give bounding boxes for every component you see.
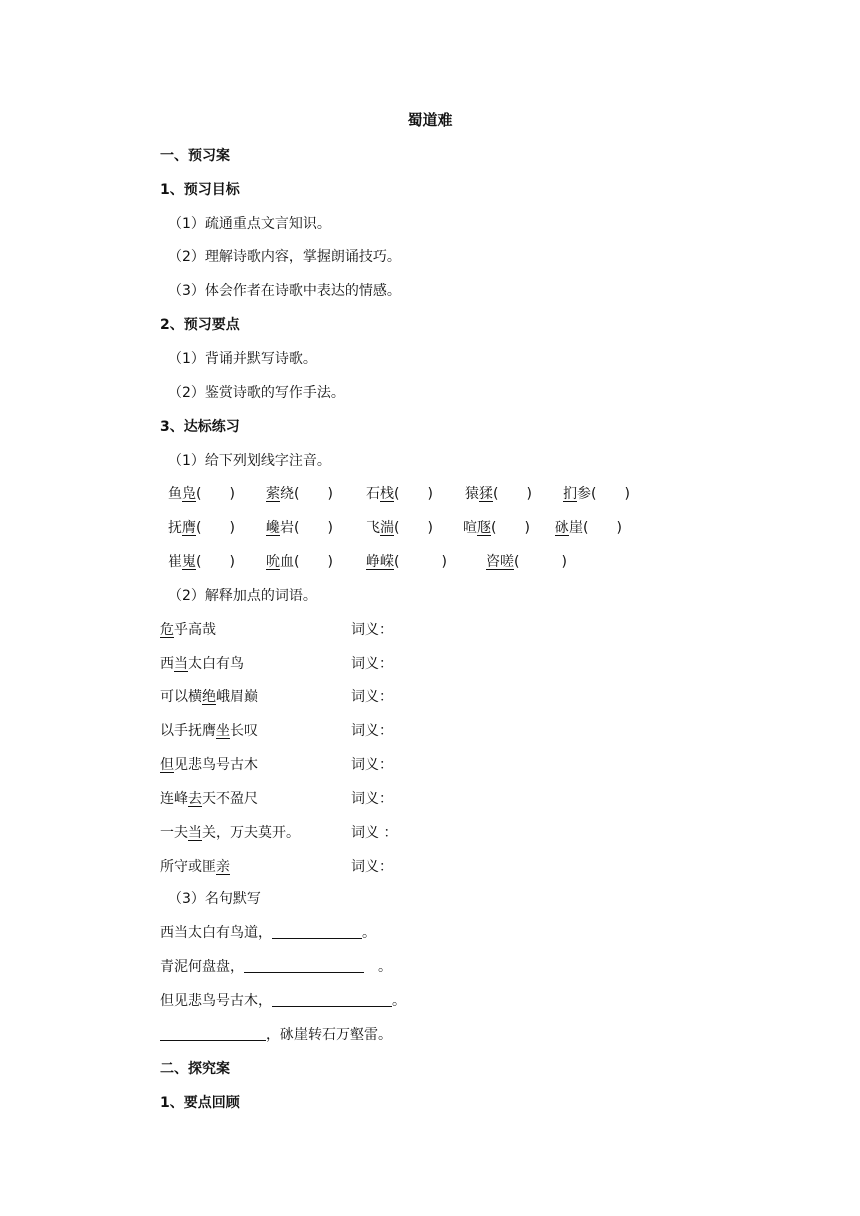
review-heading: 1、要点回顾 [160, 1095, 240, 1111]
underlined-char: 嵬 [182, 554, 196, 570]
pinyin-item: 扪参( ) [563, 486, 630, 502]
pinyin-item: 峥嵘( ) [366, 554, 447, 570]
pinyin-item: 吮血( ) [266, 554, 333, 570]
page-title: 蜀道难 [407, 111, 453, 129]
definition-label: 词义： [351, 859, 393, 875]
definition-phrase: 连峰去天不盈尺 [160, 791, 258, 807]
definition-phrase: 危乎高哉 [160, 622, 216, 638]
pinyin-item: 石栈( ) [366, 486, 433, 502]
definition-label: 词义： [351, 689, 393, 705]
points-heading: 2、预习要点 [160, 317, 240, 333]
underlined-char: 峥嵘 [366, 554, 394, 570]
pinyin-item: 鱼凫( ) [168, 486, 235, 502]
section-heading-explore: 二、探究案 [160, 1061, 230, 1077]
pinyin-item: 萦绕( ) [266, 486, 333, 502]
underlined-char: 扪 [563, 486, 577, 502]
dotted-word: 但 [160, 757, 174, 773]
definition-label: 词义 ： [351, 825, 398, 841]
pinyin-item: 喧豗( ) [463, 520, 530, 536]
pinyin-item: 崔嵬( ) [168, 554, 235, 570]
answer-blank[interactable] [244, 958, 364, 973]
definition-label: 词义： [351, 757, 393, 773]
dotted-word: 绝 [202, 689, 216, 705]
recite-line: 青泥何盘盘， 。 [160, 959, 392, 975]
answer-blank[interactable] [272, 992, 392, 1007]
underlined-char: 凫 [182, 486, 196, 502]
underlined-char: 巉 [266, 520, 280, 536]
recite-line: ，砯崖转石万壑雷。 [160, 1025, 392, 1045]
dotted-word: 亲 [216, 859, 230, 875]
recite-line: 西当太白有鸟道， 。 [160, 925, 376, 941]
definition-label: 词义： [351, 791, 393, 807]
dotted-word: 去 [188, 791, 202, 807]
definition-label: 词义： [351, 723, 393, 739]
pinyin-item: 抚膺( ) [168, 520, 235, 536]
pinyin-item: 巉岩( ) [266, 520, 333, 536]
answer-blank[interactable] [272, 924, 362, 939]
answer-blank[interactable] [160, 1026, 266, 1041]
definition-phrase: 一夫当关，万夫莫开。 [160, 825, 300, 841]
goals-heading: 1、预习目标 [160, 182, 240, 198]
underlined-char: 豗 [477, 520, 491, 536]
definition-phrase: 所守或匪亲 [160, 859, 230, 875]
pinyin-item: 砯崖( ) [555, 520, 622, 536]
goal-item: （2）理解诗歌内容，掌握朗诵技巧。 [168, 249, 401, 265]
underlined-char: 砯 [555, 520, 569, 536]
underlined-char: 湍 [380, 520, 394, 536]
dotted-word: 坐 [216, 723, 230, 739]
pinyin-item: 飞湍( ) [366, 520, 433, 536]
underlined-char: 吮 [266, 554, 280, 570]
recite-line: 但见悲鸟号古木， 。 [160, 993, 406, 1009]
definition-phrase: 可以横绝峨眉巅 [160, 689, 258, 705]
definition-phrase: 西当太白有鸟 [160, 656, 244, 672]
definition-label: 词义： [351, 622, 393, 638]
question-1: （1）给下列划线字注音。 [168, 453, 331, 469]
definition-phrase: 以手抚膺坐长叹 [160, 723, 258, 739]
pinyin-item: 咨嗟( ) [486, 554, 567, 570]
goal-item: （1）疏通重点文言知识。 [168, 216, 331, 232]
practice-heading: 3、达标练习 [160, 419, 240, 435]
definition-phrase: 但见悲鸟号古木 [160, 757, 258, 773]
dotted-word: 当 [188, 825, 202, 841]
section-heading-preview: 一、预习案 [160, 148, 230, 164]
definition-label: 词义： [351, 656, 393, 672]
point-item: （1）背诵并默写诗歌。 [168, 351, 317, 367]
underlined-char: 萦 [266, 486, 280, 502]
pinyin-item: 猿猱( ) [465, 486, 532, 502]
question-2: （2）解释加点的词语。 [168, 588, 317, 604]
question-3: （3）名句默写 [168, 891, 261, 907]
goal-item: （3）体会作者在诗歌中表达的情感。 [168, 283, 401, 299]
underlined-char: 猱 [479, 486, 493, 502]
point-item: （2）鉴赏诗歌的写作手法。 [168, 385, 345, 401]
dotted-word: 危 [160, 622, 174, 638]
underlined-char: 膺 [182, 520, 196, 536]
dotted-word: 当 [174, 656, 188, 672]
underlined-char: 栈 [380, 486, 394, 502]
underlined-char: 咨嗟 [486, 554, 514, 570]
